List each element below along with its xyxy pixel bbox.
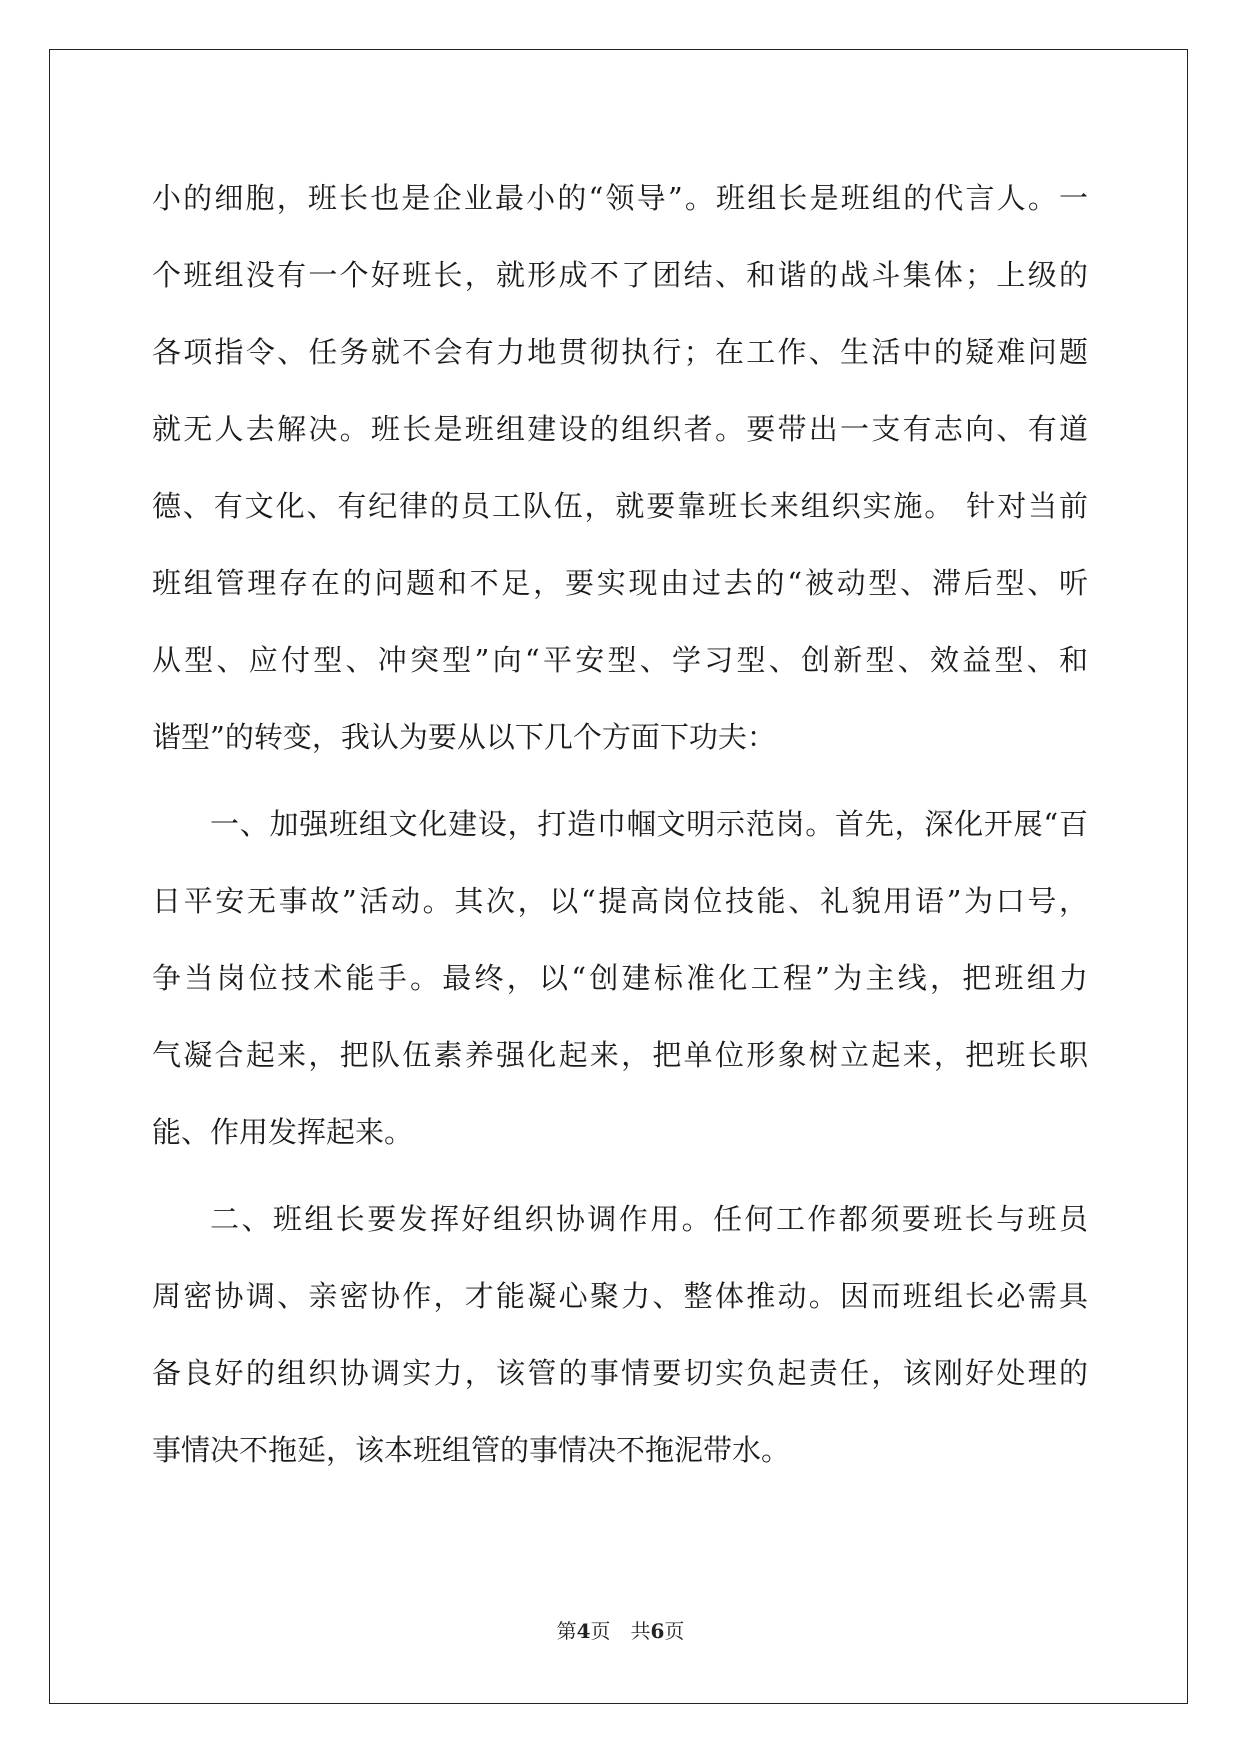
footer-page-number: 4 — [576, 1619, 591, 1643]
text-line: 班组管理存在的问题和不足，要实现由过去的“被动型、滞后型、听 — [152, 566, 1088, 600]
text-line: 各项指令、任务就不会有力地贯彻执行；在工作、生活中的疑难问题 — [152, 335, 1088, 369]
footer-total-pages: 6 — [650, 1619, 665, 1643]
text-line: 能、作用发挥起来。 — [152, 1115, 414, 1149]
text-line: 德、有文化、有纪律的员工队伍，就要靠班长来组织实施。 针对当前 — [152, 489, 1088, 523]
paragraph — [152, 1181, 1088, 1489]
footer-page-suffix: 页 — [590, 1619, 611, 1643]
page-footer — [0, 1615, 1241, 1644]
text-line: 日平安无事故”活动。其次，以“提高岗位技能、礼貌用语”为口号， — [152, 884, 1088, 918]
footer-prefix: 第 — [556, 1619, 577, 1643]
text-line: 二、班组长要发挥好组织协调作用。任何工作都须要班长与班员 — [210, 1202, 1088, 1236]
text-line: 谐型”的转变，我认为要从以下几个方面下功夫： — [152, 720, 776, 754]
text-line: 就无人去解决。班长是班组建设的组织者。要带出一支有志向、有道 — [152, 412, 1088, 446]
text-line: 小的细胞，班长也是企业最小的“领导”。班组长是班组的代言人。一 — [152, 181, 1088, 215]
paragraph — [152, 786, 1088, 1171]
text-line: 事情决不拖延，该本班组管的事情决不拖泥带水。 — [152, 1433, 791, 1467]
footer-total-suffix: 页 — [664, 1619, 685, 1643]
paragraph — [152, 160, 1088, 776]
text-line: 从型、应付型、冲突型”向“平安型、学习型、创新型、效益型、和 — [152, 643, 1088, 677]
text-line: 周密协调、亲密协作，才能凝心聚力、整体推动。因而班组长必需具 — [152, 1279, 1088, 1313]
text-line: 一、加强班组文化建设，打造巾帼文明示范岗。首先，深化开展“百 — [210, 807, 1088, 841]
footer-total-prefix: 共 — [630, 1619, 651, 1643]
text-line: 个班组没有一个好班长，就形成不了团结、和谐的战斗集体；上级的 — [152, 258, 1088, 292]
document-body — [152, 160, 1088, 1489]
text-line: 气凝合起来，把队伍素养强化起来，把单位形象树立起来，把班长职 — [152, 1038, 1088, 1072]
text-line: 备良好的组织协调实力，该管的事情要切实负起责任，该刚好处理的 — [152, 1356, 1088, 1390]
text-line: 争当岗位技术能手。最终，以“创建标准化工程”为主线，把班组力 — [152, 961, 1088, 995]
